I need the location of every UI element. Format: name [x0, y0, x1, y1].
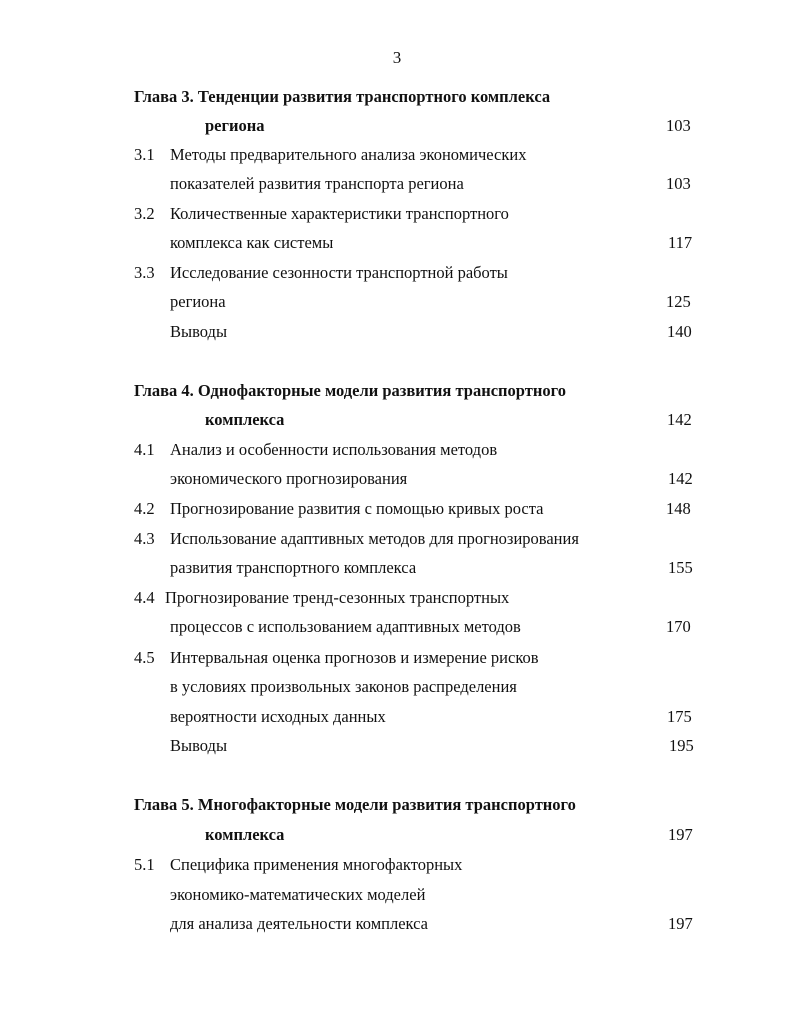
section-page: 142 — [668, 469, 693, 488]
toc-conclusions-4 — [0, 734, 794, 758]
section-title-line2: процессов с использованием адаптивных методов — [170, 617, 521, 636]
section-title-line1: Прогнозирование развития с помощью кривых роста — [170, 499, 544, 518]
section-number: 4.1 — [134, 440, 155, 459]
section-title-line2: региона — [170, 292, 226, 311]
toc-entry-3-3-cont — [0, 290, 794, 314]
section-number: 4.2 — [134, 499, 155, 518]
toc-entry-5-1-cont — [0, 883, 794, 907]
section-number: 4.3 — [134, 529, 155, 548]
section-title-line2: показателей развития транспорта региона — [170, 174, 464, 193]
chapter-title-line1: Глава 3. Тенденции развития транспортного комплекса — [134, 87, 551, 106]
chapter-title-line2: комплекса — [205, 825, 285, 844]
section-title-line1: Исследование сезонности транспортной работы — [170, 263, 508, 282]
chapter-title-line1: Глава 5. Многофакторные модели развития транспортного — [134, 795, 576, 814]
section-title-line3: вероятности исходных данных — [170, 707, 386, 726]
section-number: 4.5 — [134, 648, 155, 667]
section-title-line2: экономического прогнозирования — [170, 469, 408, 488]
section-title-line2: развития транспортного комплекса — [170, 558, 417, 577]
chapter-3-title-cont — [0, 114, 794, 138]
chapter-page: 197 — [668, 825, 693, 844]
chapter-4-title-cont — [0, 408, 794, 432]
toc-entry-3-2 — [0, 202, 794, 226]
toc-entry-4-5-cont — [0, 675, 794, 699]
page-number: 3 — [392, 48, 402, 67]
conclusions-label: Выводы — [170, 736, 228, 755]
toc-entry-3-2-cont — [0, 231, 794, 255]
section-page: 175 — [667, 707, 692, 726]
toc-conclusions-3 — [0, 320, 794, 344]
section-number: 5.1 — [134, 855, 155, 874]
conclusions-label: Выводы — [170, 322, 228, 341]
section-page: 155 — [668, 558, 693, 577]
section-page: 117 — [668, 233, 693, 252]
section-number: 3.2 — [134, 204, 155, 223]
section-number: 3.1 — [134, 145, 155, 164]
chapter-page: 142 — [667, 410, 692, 429]
section-title-line1: Количественные характеристики транспортного — [170, 204, 509, 223]
toc-entry-5-1 — [0, 853, 794, 877]
section-page: 148 — [666, 499, 691, 518]
toc-entry-3-1-cont — [0, 172, 794, 196]
chapter-title-line2: региона — [205, 116, 265, 135]
toc-entry-4-2 — [0, 497, 794, 521]
toc-entry-4-4 — [0, 586, 794, 610]
section-title-line1: Анализ и особенности использования методов — [170, 440, 498, 459]
chapter-title-line1: Глава 4. Однофакторные модели развития транспортного — [134, 381, 566, 400]
conclusions-page: 140 — [667, 322, 692, 341]
chapter-title-line2: комплекса — [205, 410, 285, 429]
toc-entry-4-3-cont — [0, 556, 794, 580]
section-title-line2: комплекса как системы — [170, 233, 334, 252]
toc-entry-3-3 — [0, 261, 794, 285]
toc-entry-4-5-cont2 — [0, 705, 794, 729]
section-title-line2: экономико-математических моделей — [170, 885, 426, 904]
section-page: 125 — [666, 292, 691, 311]
chapter-5-title-cont — [0, 823, 794, 847]
section-title-line1: Интервальная оценка прогнозов и измерение рисков — [170, 648, 539, 667]
section-title-line1: Методы предварительного анализа экономических — [170, 145, 527, 164]
toc-entry-4-4-cont — [0, 615, 794, 639]
section-number: 3.3 — [134, 263, 155, 282]
chapter-5-title — [0, 793, 794, 817]
section-number: 4.4 — [134, 588, 155, 607]
toc-entry-4-5 — [0, 646, 794, 670]
section-page: 103 — [666, 174, 691, 193]
section-page: 170 — [666, 617, 691, 636]
toc-entry-5-1-cont2 — [0, 912, 794, 936]
section-title-line2: в условиях произвольных законов распределения — [170, 677, 517, 696]
section-page: 197 — [668, 914, 693, 933]
section-title-line1: Специфика применения многофакторных — [170, 855, 463, 874]
section-title-line1: Прогнозирование тренд-сезонных транспортных — [165, 588, 510, 607]
chapter-page: 103 — [666, 116, 691, 135]
chapter-3-title — [0, 85, 794, 109]
toc-entry-4-3 — [0, 527, 794, 551]
toc-entry-3-1 — [0, 143, 794, 167]
conclusions-page: 195 — [669, 736, 694, 755]
toc-entry-4-1 — [0, 438, 794, 462]
chapter-4-title — [0, 379, 794, 403]
section-title-line1: Использование адаптивных методов для прогнозирования — [170, 529, 579, 548]
toc-entry-4-1-cont — [0, 467, 794, 491]
section-title-line3: для анализа деятельности комплекса — [170, 914, 428, 933]
